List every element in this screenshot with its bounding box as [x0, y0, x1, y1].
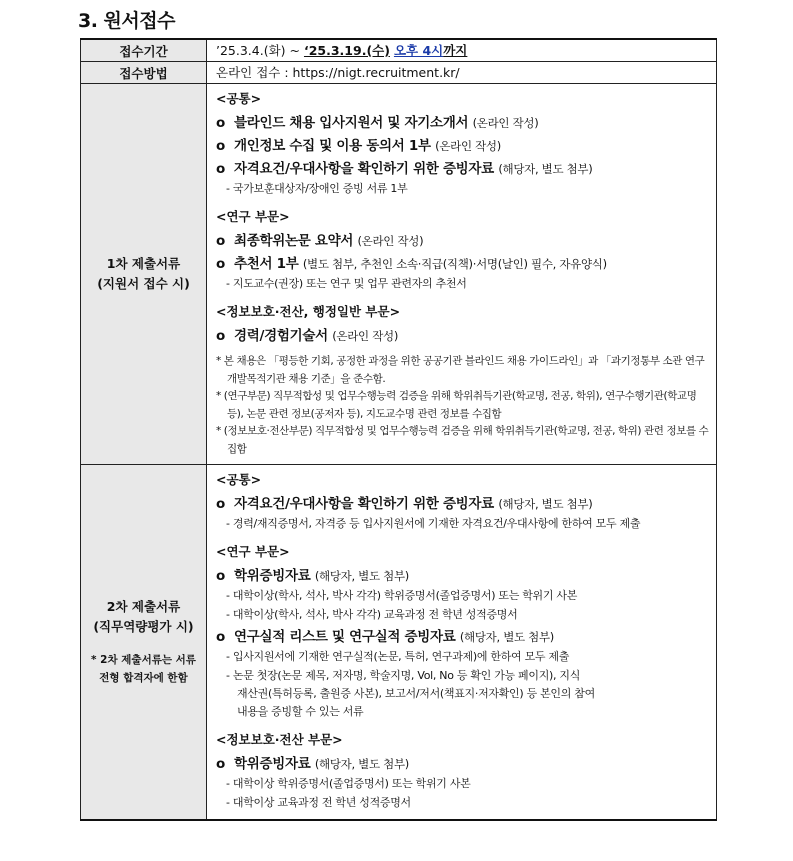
- list-item: o 학위증빙자료 (해당자, 별도 첨부): [216, 756, 409, 772]
- period-row: [81, 39, 717, 62]
- list-detail: 재산권(특허등록, 출원증 사본), 보고서/저서(책표지·저자확인) 등 본인의 참여: [237, 687, 595, 700]
- list-detail: - 지도교수(권장) 또는 연구 및 업무 관련자의 추천서: [226, 277, 467, 290]
- second-docs-label: [81, 465, 207, 821]
- method-value: 온라인 접수 : https://nigt.recruitment.kr/: [207, 62, 717, 84]
- method-row: [81, 62, 717, 84]
- first-docs-label-line1: 1차 제출서류: [106, 256, 181, 271]
- list-item: o 블라인드 채용 입사지원서 및 자기소개서 (온라인 작성): [216, 115, 539, 131]
- method-label: 접수방법: [81, 62, 207, 84]
- note: * 본 채용은 「평등한 기회, 공정한 과정을 위한 공공기관 블라인드 채용 가이드라인」과 「과기정통부 소관 연구개발목적기관 채용 기준」을 준수함.: [216, 355, 705, 385]
- period-value: [207, 39, 717, 62]
- research-title: <연구 부문>: [216, 209, 290, 224]
- second-docs-label-line1: 2차 제출서류: [106, 599, 181, 614]
- list-item: o 최종학위논문 요약서 (온라인 작성): [216, 233, 424, 249]
- circle-bullet-icon: o: [216, 161, 225, 177]
- list-detail: - 대학이상(학사, 석사, 박사 각각) 학위증명서(졸업증명서) 또는 학위기 사본: [226, 589, 578, 602]
- first-docs-content: [207, 84, 717, 465]
- list-detail: - 논문 첫장(논문 제목, 저자명, 학술지명, Vol, No 등 확인 가능 페이지), 지식: [226, 669, 581, 682]
- period-end-date: ‘25.3.19.(수): [303, 43, 390, 58]
- note: * (연구부문) 직무적합성 및 업무수행능력 검증을 위해 학위취득기관(학교명, 전공, 학위), 연구수행기관(학교명 등), 논문 관련 정보(공저자 등), 지도교수명 관련 정보를 수집함: [216, 390, 697, 420]
- second-docs-label-line2: (직무역량평가 시): [93, 619, 194, 634]
- second-docs-row: [81, 465, 717, 821]
- circle-bullet-icon: o: [216, 496, 225, 512]
- research-title: <연구 부문>: [216, 544, 290, 559]
- period-start: ’25.3.4.(화) ~: [216, 43, 304, 58]
- circle-bullet-icon: o: [216, 256, 225, 272]
- circle-bullet-icon: o: [216, 138, 225, 154]
- list-item: o 추천서 1부 (별도 첨부, 추천인 소속·직급(직책)·서명(날인) 필수, 자유양식): [216, 256, 607, 272]
- list-item: o 자격요건/우대사항을 확인하기 위한 증빙자료 (해당자, 별도 첨부): [216, 161, 593, 177]
- list-detail: 내용을 증빙할 수 있는 서류: [237, 705, 364, 718]
- second-docs-label-note: * 2차 제출서류는 서류 전형 합격자에 한함: [91, 654, 196, 684]
- circle-bullet-icon: o: [216, 328, 225, 344]
- list-detail: - 입사지원서에 기재한 연구실적(논문, 특허, 연구과제)에 한하여 모두 제출: [226, 650, 570, 663]
- circle-bullet-icon: o: [216, 568, 225, 584]
- list-item: o 경력/경험기술서 (온라인 작성): [216, 328, 399, 344]
- circle-bullet-icon: o: [216, 115, 225, 131]
- section-heading: 3. 원서접수: [78, 10, 175, 32]
- common-title: <공통>: [216, 472, 262, 487]
- list-item: o 자격요건/우대사항을 확인하기 위한 증빙자료 (해당자, 별도 첨부): [216, 496, 593, 512]
- second-docs-content: [207, 465, 717, 821]
- application-table: [80, 38, 717, 821]
- first-docs-row: [81, 84, 717, 465]
- first-docs-label-line2: (지원서 접수 시): [97, 276, 190, 291]
- list-detail: - 대학이상 교육과정 전 학년 성적증명서: [226, 796, 411, 809]
- period-end-suffix: 까지: [443, 43, 468, 58]
- list-detail: - 대학이상(학사, 석사, 박사 각각) 교육과정 전 학년 성적증명서: [226, 608, 518, 621]
- note: * (정보보호·전산부문) 직무적합성 및 업무수행능력 검증을 위해 학위취득기관(학교명, 전공, 학위) 관련 정보를 수집함: [216, 425, 709, 455]
- circle-bullet-icon: o: [216, 756, 225, 772]
- list-item: o 학위증빙자료 (해당자, 별도 첨부): [216, 568, 409, 584]
- list-item: o 연구실적 리스트 및 연구실적 증빙자료 (해당자, 별도 첨부): [216, 629, 554, 645]
- list-item: o 개인정보 수집 및 이용 동의서 1부 (온라인 작성): [216, 138, 501, 154]
- common-title: <공통>: [216, 91, 262, 106]
- list-detail: - 대학이상 학위증명서(졸업증명서) 또는 학위기 사본: [226, 777, 471, 790]
- notes: [214, 353, 712, 458]
- period-end-time: 오후 4시: [393, 43, 444, 58]
- security-title: <정보보호·전산, 행정일반 부문>: [216, 304, 401, 319]
- period-label: 접수기간: [81, 39, 207, 62]
- circle-bullet-icon: o: [216, 629, 225, 645]
- first-docs-label: [81, 84, 207, 465]
- circle-bullet-icon: o: [216, 233, 225, 249]
- list-detail: - 국가보훈대상자/장애인 증빙 서류 1부: [226, 182, 408, 195]
- security-title: <정보보호·전산 부문>: [216, 732, 343, 747]
- list-detail: - 경력/재직증명서, 자격증 등 입사지원서에 기재한 자격요건/우대사항에 한하여 모두 제출: [226, 517, 641, 530]
